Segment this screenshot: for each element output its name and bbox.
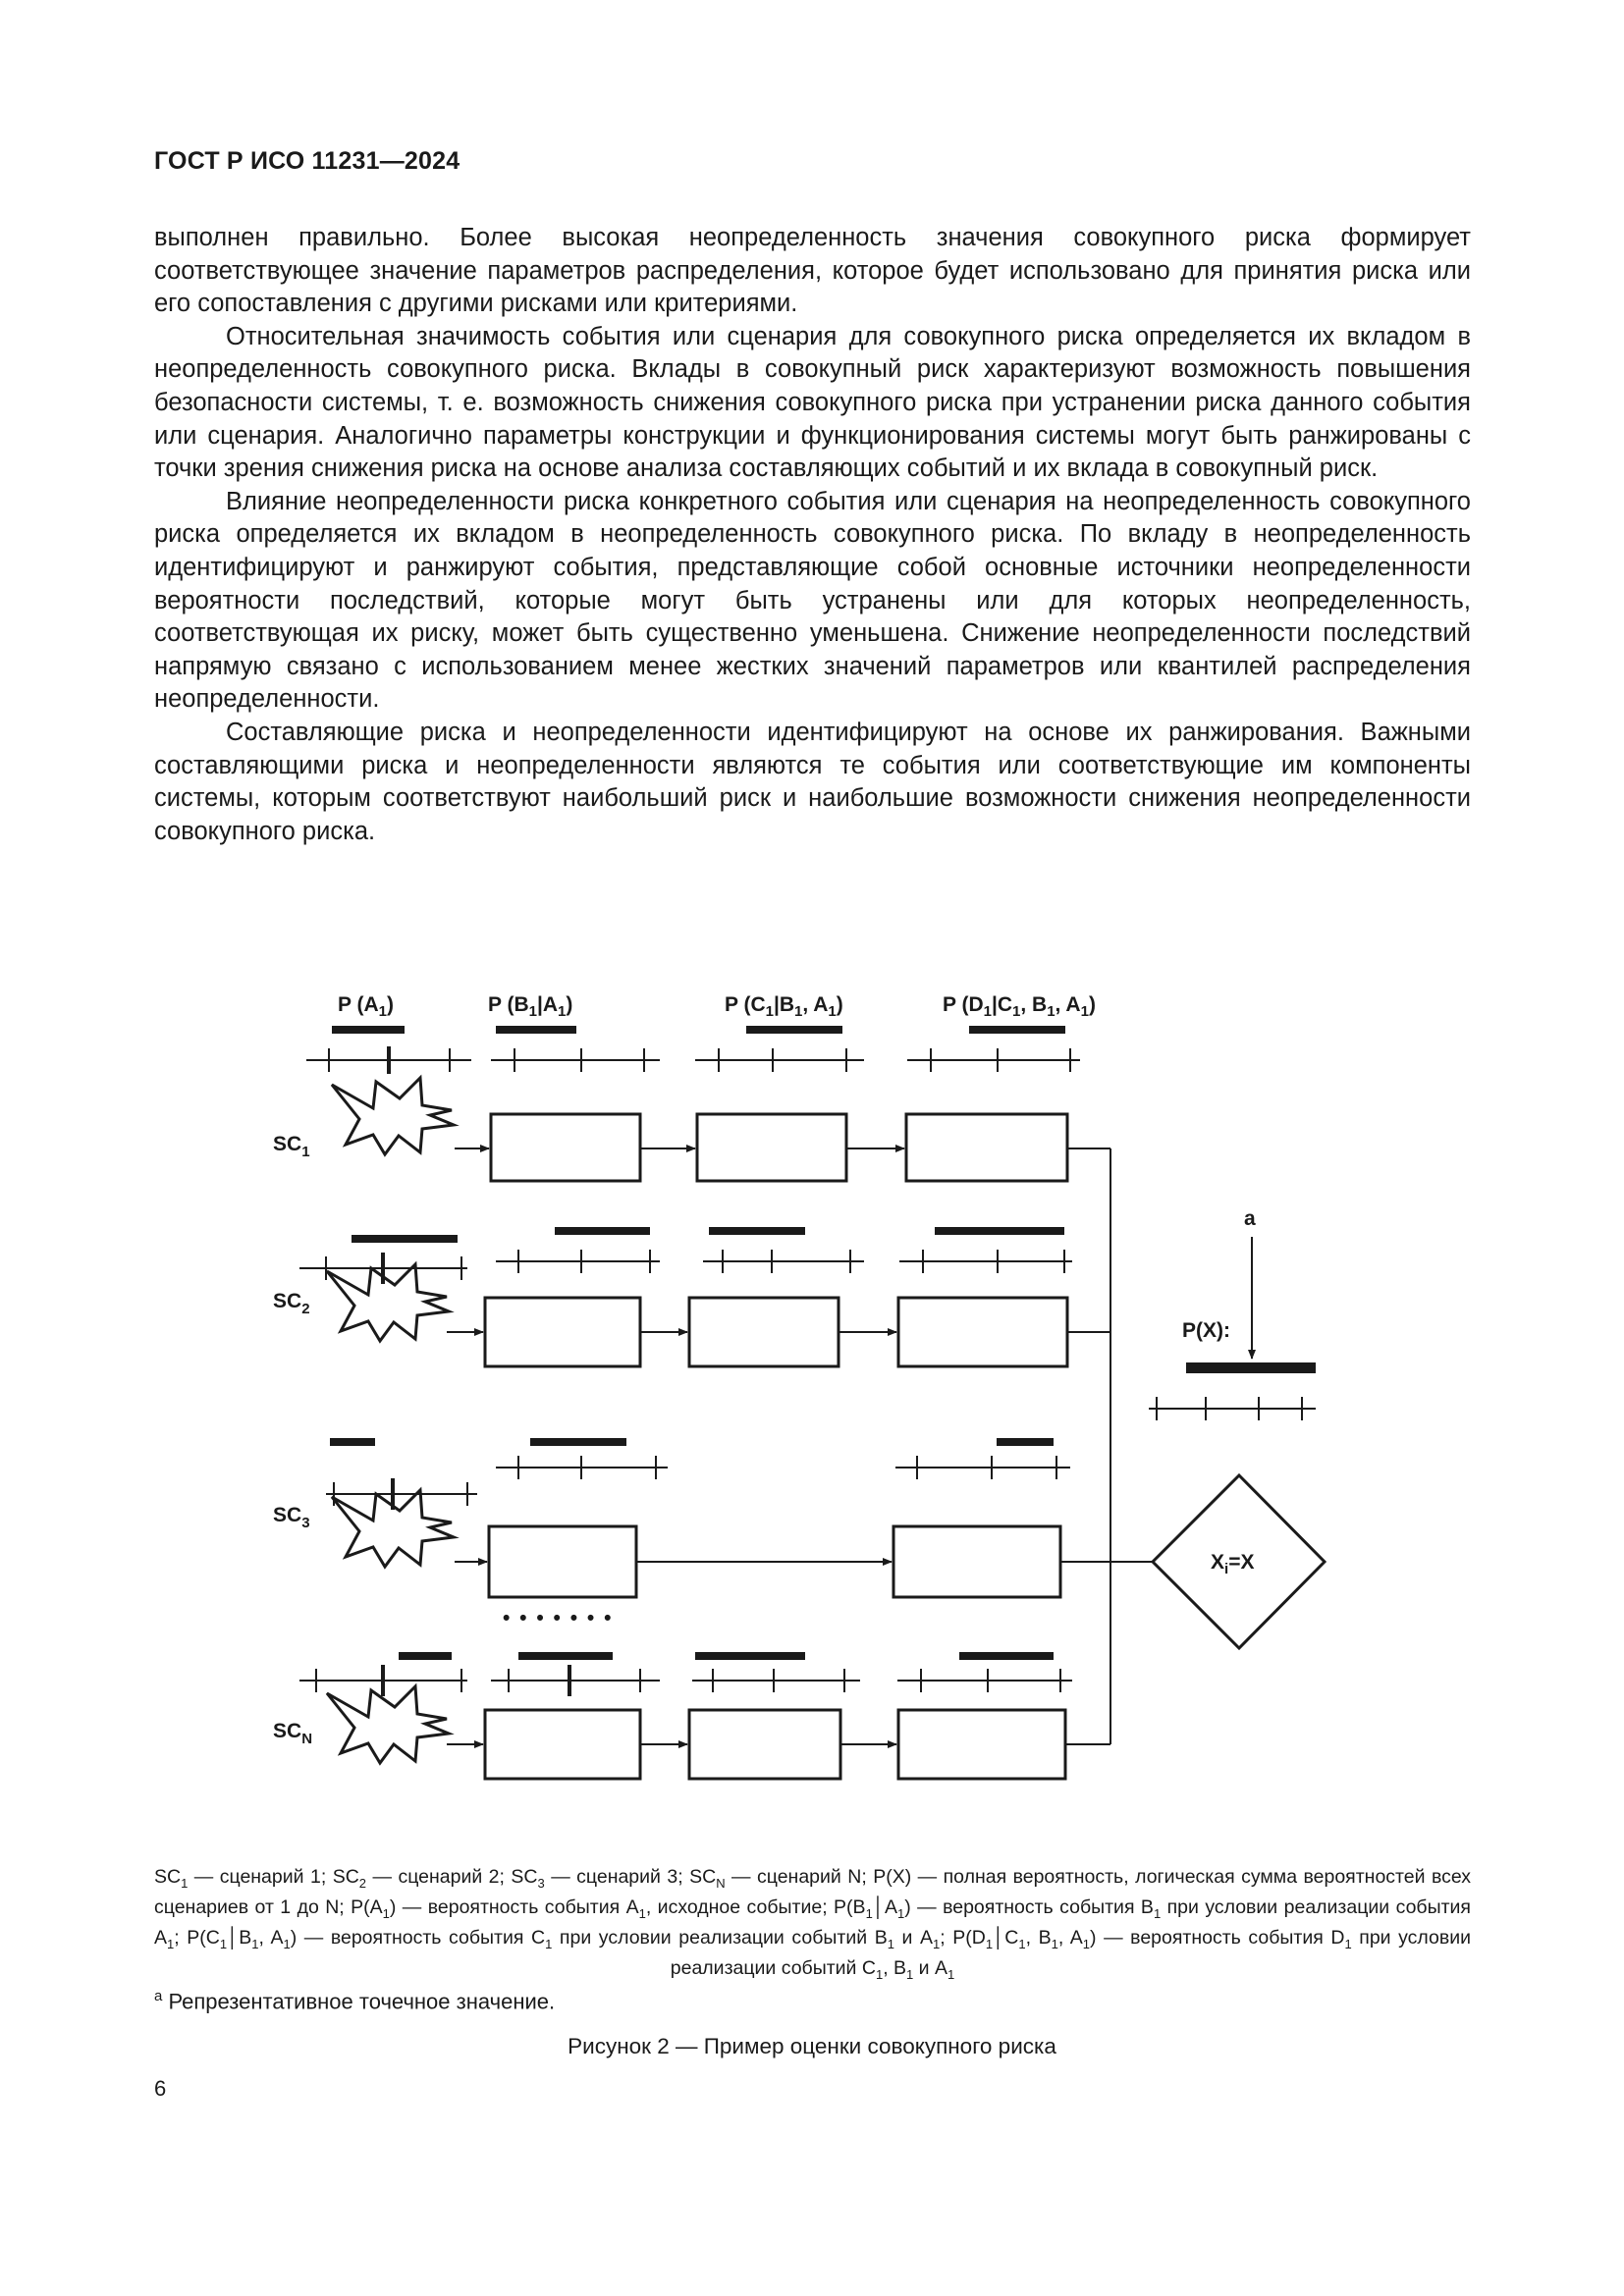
explosion-icon	[332, 1490, 454, 1567]
decision-label: $X_i=X$	[1211, 1551, 1255, 1577]
page-number: 6	[154, 2076, 167, 2101]
figure-footnote: $^a$ Репрезентативное точечное значение.	[154, 1988, 556, 2014]
figure-caption: Рисунок 2 — Пример оценки совокупного риска	[568, 2034, 1056, 2058]
paragraph-4: Составляющие риска и неопределенности идентифицируют на основе их ранжирования. Важными составляющими риска и неопределенности являются те события или соответствующие им компоненты системы, которым соответствуют наибольший риск и наибольшие возможности снижения неопределенности совокупного риска.	[154, 718, 1471, 845]
representative-value-marker: a	[1244, 1207, 1256, 1230]
column-label-p-a1: P $(A_1)$	[338, 993, 394, 1020]
paragraph-2: Относительная значимость события или сценария для совокупного риска определяется их вкладом в неопределенность совокупного риска. Вклады в совокупный риск характеризуют возможность повышения безопасности системы, т. е. возможность снижения совокупного риска при устранении риска данного события или сценария. Аналогично параметры конструкции и функционирования системы могут быть ранжированы с точки зрения снижения риска на основе анализа составляющих событий и их вклада в совокупный риск.	[154, 322, 1471, 483]
document-header: ГОСТ Р ИСО 11231—2024	[154, 147, 460, 175]
scenario-label-sc1: $SC_1$	[273, 1133, 310, 1160]
column-label-p-d1-c1-b1-a1: P ($D_1|C_1$, $B_1$, $A_1$)	[943, 993, 1096, 1020]
decision-diamond	[1153, 1475, 1325, 1648]
scenario-label-scn: $SC_N$	[273, 1720, 313, 1747]
figure-legend: $SC_1$ — сценарий 1; $SC_2$ — сценарий 2; $SC_3$ — сценарий 3; $SC_N$ — сценарий N; P(X) — полная вероятность, логическая сумма вероятностей всех сценариев от 1 до N; $P(A_1)$ — вероятность события $A_1$, исходное событие; $P(B_1│A_1)$ — вероятность события $B_1$ при условии реализации события $A_1$; $P(C_1│B_1$, $A_1$) — вероятность события $C_1$ при условии реализации событий $B_1$ и $A_1$; $P(D_1│C_1$, $B_1$, $A_1$) — вероятность события $D_1$ при условии реализации событий $C_1$, $B_1$ и $A_1$	[154, 1866, 1472, 1982]
scenario-label-sc3: $SC_3$	[273, 1504, 310, 1531]
paragraph-1: выполнен правильно. Более высокая неопределенность значения совокупного риска формирует соответствующее значение параметров распределения, которое будет использовано для принятия риска или его сопоставления с другими рисками или критериями.	[154, 224, 1471, 318]
column-label-p-c1-b1-a1: P ($C_1|B_1$, $A_1$)	[725, 993, 843, 1020]
explosion-icon	[327, 1264, 449, 1341]
ellipsis-dots: • • • • • • •	[503, 1607, 614, 1629]
explosion-icon	[327, 1686, 449, 1763]
probability-scales	[299, 1046, 1316, 1696]
event-boxes	[485, 1114, 1067, 1779]
total-probability-label: P(X):	[1182, 1319, 1230, 1342]
column-label-p-b1-a1: P $(B_1|A_1)$	[488, 993, 573, 1020]
explosion-icon	[332, 1078, 454, 1154]
distribution-bars	[330, 1026, 1316, 1660]
body-text	[154, 222, 1471, 848]
scenario-label-sc2: $SC_2$	[273, 1290, 310, 1317]
flow-arrows	[447, 1148, 1255, 1744]
paragraph-3: Влияние неопределенности риска конкретного события или сценария на неопределенность совокупного риска определяется их вкладом в неопределенность совокупного риска. По вкладу в неопределенность идентифицируют и ранжируют события, представляющие собой основные источники неопределенности вероятности последствий, которые могут быть устранены или для которых неопределенность, соответствующая их риску, может быть существенно уменьшена. Снижение неопределенности последствий напрямую связано с использованием менее жестких значений параметров или квантилей распределения неопределенности.	[154, 487, 1471, 714]
